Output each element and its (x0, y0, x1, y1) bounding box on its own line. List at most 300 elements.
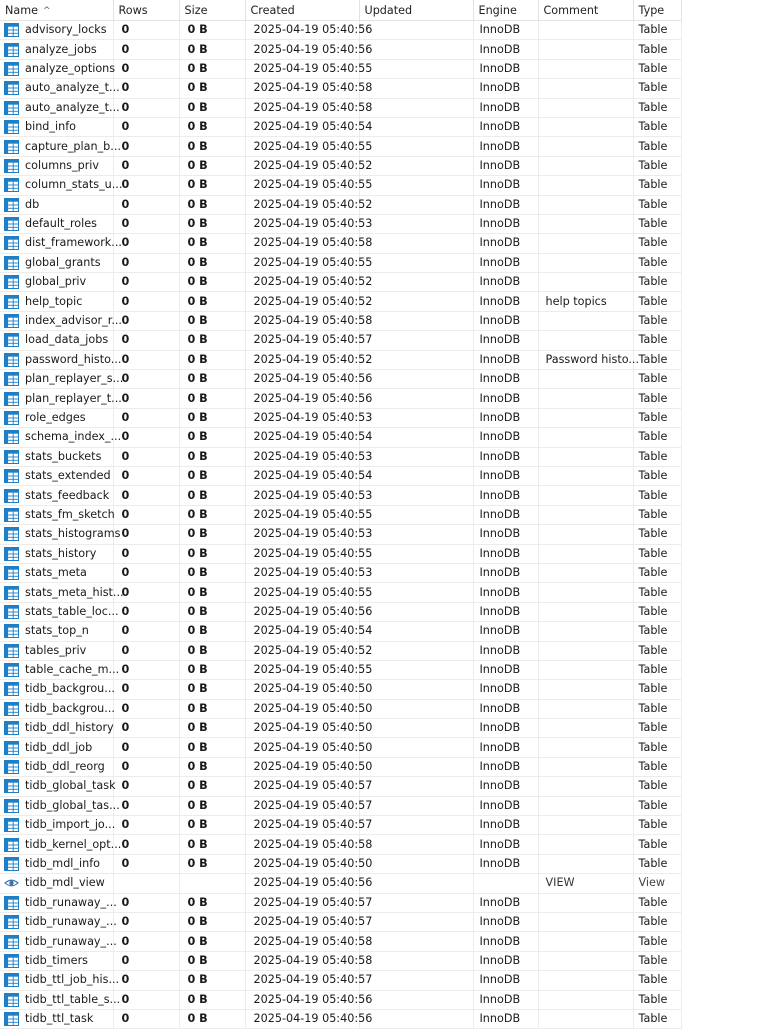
table-name: db (25, 197, 40, 211)
comment-cell (538, 40, 633, 59)
name-cell[interactable] (0, 466, 113, 485)
type-cell: Table (633, 311, 681, 330)
size-cell: 0 B (179, 370, 245, 389)
created-cell: 2025-04-19 05:40:55 (245, 583, 359, 602)
table-row[interactable] (0, 137, 681, 156)
engine-cell: InnoDB (473, 777, 538, 796)
type-cell: Table (633, 622, 681, 641)
size-cell: 0 B (179, 583, 245, 602)
rows-cell: 0 (113, 932, 179, 951)
table-icon (4, 314, 19, 328)
table-icon (4, 818, 19, 832)
comment-cell (538, 796, 633, 815)
comment-cell (538, 912, 633, 931)
size-cell: 0 B (179, 1009, 245, 1028)
name-cell[interactable] (0, 447, 113, 466)
updated-cell (359, 951, 473, 970)
table-row[interactable] (0, 641, 681, 660)
name-cell[interactable] (0, 912, 117, 931)
table-name: tidb_runaway_... (25, 915, 117, 929)
type-cell: Table (633, 951, 681, 970)
rows-cell: 0 (113, 214, 179, 233)
name-cell[interactable] (0, 331, 113, 350)
engine-cell: InnoDB (473, 932, 538, 951)
table-row[interactable] (0, 98, 681, 117)
comment-cell (538, 59, 633, 78)
rows-cell: 0 (113, 835, 179, 854)
size-cell: 0 B (179, 912, 245, 931)
type-cell: Table (633, 738, 681, 757)
rows-cell: 0 (113, 253, 179, 272)
name-cell[interactable] (0, 893, 117, 912)
size-cell: 0 B (179, 641, 245, 660)
table-icon (4, 101, 19, 115)
table-icon (4, 372, 19, 386)
rows-cell: 0 (113, 951, 179, 970)
table-row[interactable] (0, 505, 681, 524)
size-cell: 0 B (179, 893, 245, 912)
engine-cell: InnoDB (473, 816, 538, 835)
table-row[interactable] (0, 854, 681, 873)
updated-cell (359, 40, 473, 59)
name-cell[interactable] (0, 951, 113, 970)
rows-cell: 0 (113, 389, 179, 408)
table-row[interactable] (0, 738, 681, 757)
rows-cell: 0 (113, 137, 179, 156)
table-row[interactable] (0, 234, 681, 253)
size-cell: 0 B (179, 389, 245, 408)
name-cell[interactable] (0, 816, 116, 835)
table-row[interactable] (0, 331, 681, 350)
type-cell: Table (633, 350, 681, 369)
table-name: stats_meta_hist... (25, 585, 124, 599)
name-cell[interactable] (0, 641, 113, 660)
name-cell[interactable] (0, 234, 122, 253)
name-cell[interactable] (0, 660, 120, 679)
comment-cell (538, 622, 633, 641)
table-row[interactable] (0, 466, 681, 485)
updated-cell (359, 214, 473, 233)
size-cell: 0 B (179, 544, 245, 563)
table-row[interactable] (0, 971, 681, 990)
size-cell: 0 B (179, 195, 245, 214)
engine-cell: InnoDB (473, 40, 538, 59)
table-row[interactable] (0, 951, 681, 970)
table-name: auto_analyze_t... (25, 81, 120, 95)
table-name: tidb_ddl_reorg (25, 760, 105, 774)
rows-cell: 0 (113, 370, 179, 389)
table-name: role_edges (25, 411, 86, 424)
table-row[interactable] (0, 370, 681, 389)
size-cell: 0 B (179, 350, 245, 369)
table-name: schema_index_... (25, 430, 122, 444)
created-cell: 2025-04-19 05:40:58 (245, 234, 359, 253)
name-cell[interactable] (0, 835, 122, 854)
table-row[interactable] (0, 389, 681, 408)
updated-cell (359, 796, 473, 815)
table-icon (4, 275, 19, 289)
created-cell: 2025-04-19 05:40:50 (245, 757, 359, 776)
size-cell: 0 B (179, 234, 245, 253)
table-row[interactable] (0, 893, 681, 912)
table-row[interactable] (0, 622, 681, 641)
comment-cell (538, 486, 633, 505)
updated-cell (359, 622, 473, 641)
table-row[interactable] (0, 40, 681, 59)
table-row[interactable] (0, 1009, 681, 1028)
name-cell[interactable] (0, 932, 117, 951)
table-row[interactable] (0, 990, 681, 1009)
table-name: stats_fm_sketch (25, 507, 115, 521)
rows-cell: 0 (113, 505, 179, 524)
comment-cell (538, 137, 633, 156)
size-cell: 0 B (179, 525, 245, 544)
name-cell[interactable] (0, 505, 113, 524)
table-name: advisory_locks (25, 23, 107, 37)
type-cell: Table (633, 486, 681, 505)
size-cell: 0 B (179, 951, 245, 970)
table-name: tidb_ttl_table_s... (25, 992, 121, 1006)
column-header-rows[interactable]: Rows (113, 0, 179, 21)
updated-cell (359, 156, 473, 175)
rows-cell: 0 (113, 641, 179, 660)
rows-cell: 0 (113, 447, 179, 466)
engine-cell: InnoDB (473, 466, 538, 485)
updated-cell (359, 680, 473, 699)
table-name: stats_history (25, 546, 97, 560)
table-icon (4, 799, 19, 813)
column-header-created[interactable]: Created (245, 0, 359, 21)
name-cell[interactable] (0, 273, 113, 292)
name-cell[interactable] (0, 525, 121, 544)
table-name: help_topic (25, 294, 83, 308)
table-row[interactable] (0, 563, 681, 582)
size-cell: 0 B (179, 990, 245, 1009)
type-cell: Table (633, 893, 681, 912)
rows-cell: 0 (113, 350, 179, 369)
table-row[interactable] (0, 408, 681, 427)
type-cell: Table (633, 544, 681, 563)
type-cell: Table (633, 292, 681, 311)
engine-cell: InnoDB (473, 757, 538, 776)
updated-cell (359, 195, 473, 214)
type-cell: Table (633, 796, 681, 815)
rows-cell: 0 (113, 195, 179, 214)
engine-cell: InnoDB (473, 951, 538, 970)
rows-cell: 0 (113, 816, 179, 835)
table-row[interactable] (0, 214, 681, 233)
updated-cell (359, 583, 473, 602)
table-icon (4, 198, 19, 212)
updated-cell (359, 835, 473, 854)
table-icon (4, 663, 19, 677)
comment-cell (538, 583, 633, 602)
name-cell[interactable] (0, 117, 113, 136)
size-cell: 0 B (179, 660, 245, 679)
engine-cell: InnoDB (473, 79, 538, 98)
updated-cell (359, 273, 473, 292)
type-cell: Table (633, 79, 681, 98)
name-cell[interactable] (0, 990, 121, 1009)
table-icon (4, 935, 19, 949)
table-row[interactable] (0, 777, 681, 796)
name-cell[interactable] (0, 21, 113, 40)
name-cell[interactable] (0, 563, 113, 582)
table-row[interactable] (0, 156, 681, 175)
type-cell: Table (633, 214, 681, 233)
created-cell: 2025-04-19 05:40:57 (245, 893, 359, 912)
size-cell: 0 B (179, 971, 245, 990)
table-row[interactable] (0, 912, 681, 931)
table-row[interactable] (0, 350, 681, 369)
created-cell: 2025-04-19 05:40:54 (245, 428, 359, 447)
table-row[interactable] (0, 195, 681, 214)
created-cell: 2025-04-19 05:40:55 (245, 137, 359, 156)
table-row[interactable] (0, 21, 681, 40)
column-header-type[interactable]: Type (633, 0, 681, 21)
size-cell: 0 B (179, 311, 245, 330)
name-cell[interactable] (0, 796, 120, 815)
name-cell[interactable] (0, 370, 124, 389)
column-header-updated[interactable]: Updated (359, 0, 473, 21)
table-name: dist_framework... (25, 236, 122, 250)
rows-cell: 0 (113, 777, 179, 796)
updated-cell (359, 757, 473, 776)
type-cell: Table (633, 777, 681, 796)
table-name: tidb_global_tas... (25, 798, 120, 812)
name-cell[interactable] (0, 602, 119, 621)
updated-cell (359, 990, 473, 1009)
name-cell[interactable] (0, 292, 113, 311)
size-cell: 0 B (179, 719, 245, 738)
name-cell[interactable] (0, 311, 122, 330)
engine-cell: InnoDB (473, 1009, 538, 1028)
comment-cell (538, 370, 633, 389)
rows-cell: 0 (113, 98, 179, 117)
table-name: load_data_jobs (25, 333, 109, 347)
rows-cell: 0 (113, 292, 179, 311)
table-name: tidb_ttl_job_his... (25, 973, 120, 987)
name-cell[interactable] (0, 40, 113, 59)
name-cell[interactable] (0, 408, 113, 427)
size-cell: 0 B (179, 59, 245, 78)
engine-cell: InnoDB (473, 273, 538, 292)
name-cell[interactable] (0, 428, 122, 447)
rows-cell (113, 874, 179, 893)
table-icon (4, 159, 19, 173)
table-row[interactable] (0, 583, 681, 602)
size-cell: 0 B (179, 796, 245, 815)
table-icon (4, 120, 19, 134)
table-row[interactable] (0, 816, 681, 835)
name-cell[interactable] (0, 486, 113, 505)
created-cell: 2025-04-19 05:40:55 (245, 176, 359, 195)
table-row[interactable] (0, 292, 681, 311)
name-cell[interactable] (0, 1009, 113, 1028)
header-row (0, 0, 681, 21)
updated-cell (359, 699, 473, 718)
table-icon (4, 295, 19, 309)
name-cell[interactable] (0, 874, 113, 893)
table-row[interactable] (0, 544, 681, 563)
name-cell[interactable] (0, 59, 116, 78)
type-cell: Table (633, 253, 681, 272)
type-cell: Table (633, 331, 681, 350)
engine-cell: InnoDB (473, 176, 538, 195)
table-icon (4, 857, 19, 871)
comment-cell (538, 563, 633, 582)
engine-cell: InnoDB (473, 486, 538, 505)
comment-cell (538, 195, 633, 214)
rows-cell: 0 (113, 990, 179, 1009)
engine-cell: InnoDB (473, 641, 538, 660)
created-cell: 2025-04-19 05:40:57 (245, 912, 359, 931)
created-cell: 2025-04-19 05:40:54 (245, 622, 359, 641)
engine-cell: InnoDB (473, 234, 538, 253)
size-cell: 0 B (179, 21, 245, 40)
table-icon (4, 23, 19, 37)
updated-cell (359, 79, 473, 98)
type-cell: Table (633, 583, 681, 602)
table-row[interactable] (0, 932, 681, 951)
rows-cell: 0 (113, 21, 179, 40)
table-row[interactable] (0, 796, 681, 815)
table-name: tidb_mdl_view (25, 876, 105, 890)
name-cell[interactable] (0, 854, 113, 873)
rows-cell: 0 (113, 466, 179, 485)
type-cell: Table (633, 98, 681, 117)
rows-cell: 0 (113, 757, 179, 776)
size-cell: 0 B (179, 408, 245, 427)
size-cell: 0 B (179, 176, 245, 195)
name-cell[interactable] (0, 350, 122, 369)
table-row[interactable] (0, 253, 681, 272)
updated-cell (359, 137, 473, 156)
name-cell[interactable] (0, 699, 113, 718)
table-row[interactable] (0, 874, 681, 893)
type-cell: Table (633, 117, 681, 136)
table-row[interactable] (0, 117, 681, 136)
updated-cell (359, 525, 473, 544)
table-name: default_roles (25, 217, 97, 231)
name-cell[interactable] (0, 777, 116, 796)
name-cell[interactable] (0, 738, 113, 757)
comment-cell (538, 757, 633, 776)
name-cell[interactable] (0, 253, 113, 272)
table-row[interactable] (0, 273, 681, 292)
engine-cell: InnoDB (473, 835, 538, 854)
table-name: tidb_import_jo... (25, 818, 116, 832)
engine-cell: InnoDB (473, 117, 538, 136)
table-row[interactable] (0, 525, 681, 544)
table-icon (4, 1012, 19, 1026)
name-cell[interactable] (0, 79, 120, 98)
table-name: index_advisor_r... (25, 314, 122, 328)
size-cell: 0 B (179, 738, 245, 757)
type-cell: Table (633, 370, 681, 389)
engine-cell: InnoDB (473, 370, 538, 389)
name-cell[interactable] (0, 622, 113, 641)
table-row[interactable] (0, 311, 681, 330)
created-cell: 2025-04-19 05:40:50 (245, 719, 359, 738)
table-row[interactable] (0, 835, 681, 854)
table-row[interactable] (0, 719, 681, 738)
table-icon (4, 566, 19, 580)
engine-cell: InnoDB (473, 195, 538, 214)
name-cell[interactable] (0, 214, 113, 233)
table-icon (4, 721, 19, 735)
engine-cell: InnoDB (473, 680, 538, 699)
table-row[interactable] (0, 680, 681, 699)
engine-cell: InnoDB (473, 350, 538, 369)
column-header-comment[interactable]: Comment (538, 0, 633, 21)
table-icon (4, 140, 19, 154)
table-row[interactable] (0, 486, 681, 505)
engine-cell: InnoDB (473, 796, 538, 815)
table-row[interactable] (0, 757, 681, 776)
column-header-engine[interactable]: Engine (473, 0, 538, 21)
name-cell[interactable] (0, 98, 120, 117)
size-cell: 0 B (179, 699, 245, 718)
updated-cell (359, 389, 473, 408)
created-cell: 2025-04-19 05:40:53 (245, 408, 359, 427)
created-cell: 2025-04-19 05:40:56 (245, 1009, 359, 1028)
created-cell: 2025-04-19 05:40:52 (245, 273, 359, 292)
table-row[interactable] (0, 602, 681, 621)
type-cell: Table (633, 447, 681, 466)
name-cell[interactable] (0, 176, 123, 195)
comment-cell (538, 660, 633, 679)
name-cell[interactable] (0, 544, 113, 563)
rows-cell: 0 (113, 311, 179, 330)
created-cell: 2025-04-19 05:40:56 (245, 21, 359, 40)
updated-cell (359, 408, 473, 427)
table-name: plan_replayer_s... (25, 372, 124, 386)
table-row[interactable] (0, 79, 681, 98)
name-cell[interactable] (0, 583, 124, 602)
name-cell[interactable] (0, 680, 113, 699)
table-row[interactable] (0, 176, 681, 195)
name-cell[interactable] (0, 156, 113, 175)
size-cell: 0 B (179, 156, 245, 175)
rows-cell: 0 (113, 583, 179, 602)
name-cell[interactable] (0, 195, 113, 214)
table-icon (4, 915, 19, 929)
table-row[interactable] (0, 428, 681, 447)
name-cell[interactable] (0, 719, 113, 738)
comment-cell (538, 816, 633, 835)
name-cell[interactable] (0, 389, 122, 408)
table-row[interactable] (0, 447, 681, 466)
column-header-size[interactable]: Size (179, 0, 245, 21)
name-cell[interactable] (0, 137, 121, 156)
table-icon (4, 489, 19, 503)
updated-cell (359, 854, 473, 873)
created-cell: 2025-04-19 05:40:56 (245, 370, 359, 389)
name-cell[interactable] (0, 757, 113, 776)
column-header-name[interactable] (0, 0, 113, 21)
size-cell: 0 B (179, 137, 245, 156)
updated-cell (359, 428, 473, 447)
engine-cell: InnoDB (473, 971, 538, 990)
table-row[interactable] (0, 699, 681, 718)
size-cell: 0 B (179, 117, 245, 136)
created-cell: 2025-04-19 05:40:56 (245, 40, 359, 59)
table-row[interactable] (0, 59, 681, 78)
engine-cell: InnoDB (473, 893, 538, 912)
table-row[interactable] (0, 660, 681, 679)
name-cell[interactable] (0, 971, 120, 990)
